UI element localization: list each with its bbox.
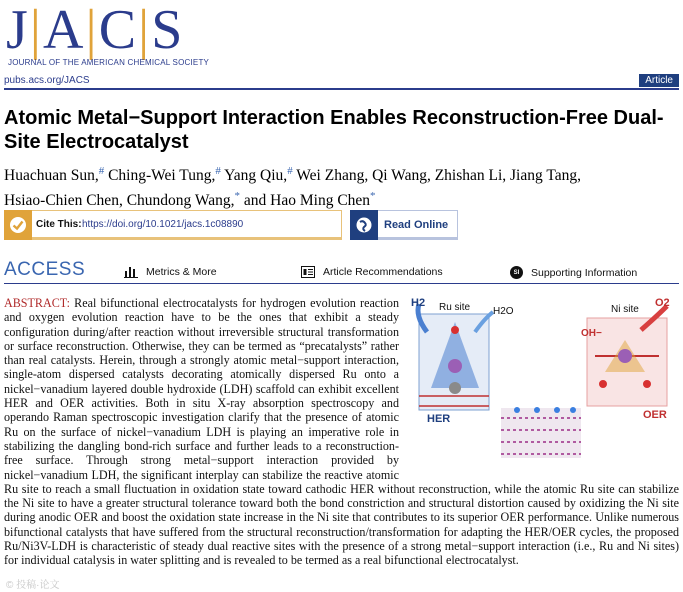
check-icon xyxy=(4,210,32,240)
journal-logo[interactable]: J|A|C|S xyxy=(6,0,185,61)
bar-chart-icon xyxy=(124,266,138,278)
cite-this-label: Cite This: xyxy=(36,219,82,230)
doi-link[interactable]: https://doi.org/10.1021/jacs.1c08890 xyxy=(82,219,244,230)
abstract-body: Real bifunctional electrocatalysts for hydrogen evolution reaction and oxygen evolution reaction have to be the ones that exhibit a steady configuration during/after reaction without irreversible structural transformation or surface reconstruction. Otherwise, they can be termed as “precatalysts” rather than real catalysts. Herein, through a strongly atomic metal−support interaction, single-atom dispersed catalysts decorating atomically dispersed Ru onto a nickel−vanadium layered double hydroxide (LDH) scaffold can exhibit excellent HER and OER activities. Both in situ X-ray absorption spectroscopy and operando Raman spectroscopic investigation clarify that the presence of atomic Ru on the surface of nickel−vanadium LDH is playing an imperative role in stabilizing the dangling bond-rich surface and further leads to a reconstruction-free surface. Through strong metal−support interaction provided by nickel−vanadium LDH, the significant interplay can stabilize the reactive atomic Ru site to reach a small fluctuation in oxidation state toward cathodic HER without reconstruction, while the atomic Ru site can stabilize the Ni site to have a greater structural tolerance toward both the bond constriction and structural distortion caused by oxidizing the Ni site during anodic OER and boost the oxidation state increase in the Ni site that contributes to its superior OER performance. Unlike numerous bifunctional catalysts that have suffered from the structural reconstruction/transformation for adapting the HER/OER cycles, the proposed Ru/Ni3V-LDH is characteristic of steady dual reactive sites with the presence of a strong metal−support interaction (i.e., Ru and Ni sites) for individual catalysis in water splitting and is revealed to be termed as a real bifunctional electrocatalyst. xyxy=(4,296,679,568)
metrics-more-link[interactable] xyxy=(124,266,217,278)
watermark-text: © 投稿·论文 xyxy=(6,580,60,591)
fig-h2-label: H2 xyxy=(411,297,426,309)
access-label: ACCESS xyxy=(4,259,86,280)
fig-oh-label: OH− xyxy=(581,328,602,339)
journal-subtitle: JOURNAL OF THE AMERICAN CHEMICAL SOCIETY xyxy=(8,58,210,67)
document-list-icon xyxy=(301,266,315,278)
supporting-info-label[interactable]: Supporting Information xyxy=(531,266,638,279)
authors-line-1[interactable]: Huachuan Sun,# Ching-Wei Tung,# Yang Qiu,# Wei Zhang, Qi Wang, Zhishan Li, Jiang Tang, xyxy=(4,165,581,185)
fig-ru-site-label: Ru site xyxy=(439,302,471,313)
abstract-label: ABSTRACT: xyxy=(4,296,70,310)
article-title: Atomic Metal−Support Interaction Enables Reconstruction-Free Dual-Site Electrocatalyst xyxy=(4,107,664,153)
journal-url-link[interactable]: pubs.acs.org/JACS xyxy=(4,75,90,86)
author-list xyxy=(4,161,676,211)
fig-h2o-label: H2O xyxy=(493,306,514,317)
fig-ni-site-label: Ni site xyxy=(611,304,639,315)
access-divider xyxy=(4,283,679,284)
globe-icon xyxy=(350,210,378,240)
fig-oer-label: OER xyxy=(643,409,667,421)
supporting-information-link[interactable] xyxy=(510,266,637,279)
recommendations-label[interactable]: Article Recommendations xyxy=(323,266,443,278)
article-recommendations-link[interactable] xyxy=(301,266,443,278)
metrics-label[interactable]: Metrics & More xyxy=(146,266,217,278)
fig-her-label: HER xyxy=(427,413,451,425)
fig-o2-label: O2 xyxy=(655,297,670,309)
header-divider xyxy=(4,88,679,90)
read-online-label[interactable]: Read Online xyxy=(384,219,449,231)
authors-line-2[interactable]: Hsiao-Chien Chen, Chundong Wang,* and Hao Ming Chen* xyxy=(4,190,376,210)
fig-lattice xyxy=(501,407,581,458)
abstract-section xyxy=(4,296,679,568)
article-type-badge: Article xyxy=(639,74,679,87)
toc-graphic[interactable] xyxy=(405,296,679,464)
supporting-info-icon: SI xyxy=(510,266,523,279)
